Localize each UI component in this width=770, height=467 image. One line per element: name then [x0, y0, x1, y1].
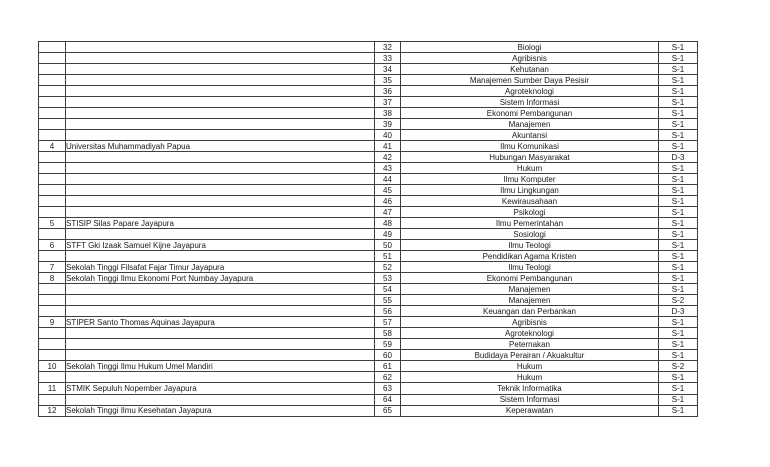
program-number-cell: 42	[375, 152, 401, 163]
program-number-cell: 41	[375, 141, 401, 152]
university-number-cell: 11	[39, 383, 66, 394]
program-number-cell: 37	[375, 97, 401, 108]
university-number-cell	[39, 75, 66, 86]
program-number-cell: 33	[375, 53, 401, 64]
program-number-cell: 38	[375, 108, 401, 119]
university-number-cell: 8	[39, 273, 66, 284]
table-body	[39, 42, 698, 417]
program-number-cell: 57	[375, 317, 401, 328]
table-row	[39, 339, 698, 350]
university-name-cell	[66, 284, 375, 295]
program-name-cell: Ekonomi Pembangunan	[401, 273, 659, 284]
university-name-cell	[66, 229, 375, 240]
university-name-cell: STFT Gki Izaak Samuel Kijne Jayapura	[66, 240, 375, 251]
program-number-cell: 54	[375, 284, 401, 295]
program-name-cell: Ilmu Komputer	[401, 174, 659, 185]
degree-cell: S-1	[659, 86, 698, 97]
university-number-cell	[39, 251, 66, 262]
program-name-cell: Kehutanan	[401, 64, 659, 75]
degree-cell: S-1	[659, 64, 698, 75]
degree-cell: S-1	[659, 163, 698, 174]
university-number-cell	[39, 328, 66, 339]
degree-cell: S-2	[659, 361, 698, 372]
program-name-cell: Hukum	[401, 372, 659, 383]
university-name-cell	[66, 196, 375, 207]
table-row	[39, 163, 698, 174]
degree-cell: S-1	[659, 174, 698, 185]
university-number-cell: 5	[39, 218, 66, 229]
program-name-cell: Psikologi	[401, 207, 659, 218]
university-number-cell	[39, 163, 66, 174]
table-row	[39, 306, 698, 317]
table-row	[39, 75, 698, 86]
degree-cell: S-1	[659, 207, 698, 218]
table-row	[39, 196, 698, 207]
program-name-cell: Peternakan	[401, 339, 659, 350]
program-name-cell: Ilmu Pemerintahan	[401, 218, 659, 229]
table-row	[39, 130, 698, 141]
university-number-cell: 12	[39, 405, 66, 416]
university-name-cell: Sekolah Tinggi Ilmu Hukum Umel Mandiri	[66, 361, 375, 372]
university-number-cell	[39, 207, 66, 218]
university-name-cell	[66, 394, 375, 405]
program-number-cell: 60	[375, 350, 401, 361]
degree-cell: S-1	[659, 394, 698, 405]
program-number-cell: 59	[375, 339, 401, 350]
university-number-cell	[39, 394, 66, 405]
table-row	[39, 372, 698, 383]
university-number-cell	[39, 306, 66, 317]
program-name-cell: Agribisnis	[401, 317, 659, 328]
program-name-cell: Biologi	[401, 42, 659, 53]
program-name-cell: Hukum	[401, 361, 659, 372]
degree-cell: S-1	[659, 405, 698, 416]
table-row	[39, 86, 698, 97]
university-name-cell: Sekolah Tinggi Filsafat Fajar Timur Jayapura	[66, 262, 375, 273]
university-number-cell	[39, 339, 66, 350]
degree-cell: S-1	[659, 251, 698, 262]
table-row	[39, 295, 698, 306]
table-row	[39, 42, 698, 53]
program-number-cell: 44	[375, 174, 401, 185]
program-number-cell: 34	[375, 64, 401, 75]
university-name-cell	[66, 185, 375, 196]
program-number-cell: 51	[375, 251, 401, 262]
university-name-cell	[66, 64, 375, 75]
degree-cell: S-1	[659, 328, 698, 339]
program-name-cell: Hubungan Masyarakat	[401, 152, 659, 163]
university-number-cell: 4	[39, 141, 66, 152]
program-number-cell: 39	[375, 119, 401, 130]
table-row	[39, 119, 698, 130]
university-name-cell: Universitas Muhammadiyah Papua	[66, 141, 375, 152]
degree-cell: S-1	[659, 196, 698, 207]
program-number-cell: 61	[375, 361, 401, 372]
program-number-cell: 40	[375, 130, 401, 141]
program-name-cell: Sistem Informasi	[401, 394, 659, 405]
university-name-cell	[66, 152, 375, 163]
program-number-cell: 46	[375, 196, 401, 207]
degree-cell: S-2	[659, 295, 698, 306]
degree-cell: D-3	[659, 152, 698, 163]
university-number-cell	[39, 86, 66, 97]
degree-cell: S-1	[659, 97, 698, 108]
table-row	[39, 207, 698, 218]
table-row	[39, 361, 698, 372]
university-number-cell	[39, 284, 66, 295]
program-name-cell: Ilmu Teologi	[401, 262, 659, 273]
program-number-cell: 48	[375, 218, 401, 229]
university-programs-table	[38, 41, 698, 417]
program-number-cell: 58	[375, 328, 401, 339]
university-number-cell	[39, 152, 66, 163]
program-name-cell: Agribisnis	[401, 53, 659, 64]
degree-cell: D-3	[659, 306, 698, 317]
degree-cell: S-1	[659, 75, 698, 86]
degree-cell: S-1	[659, 185, 698, 196]
degree-cell: S-1	[659, 42, 698, 53]
program-number-cell: 56	[375, 306, 401, 317]
university-name-cell	[66, 42, 375, 53]
university-name-cell: STISIP Silas Papare Jayapura	[66, 218, 375, 229]
university-number-cell: 7	[39, 262, 66, 273]
table-row	[39, 251, 698, 262]
program-name-cell: Manajemen	[401, 284, 659, 295]
program-number-cell: 64	[375, 394, 401, 405]
university-number-cell	[39, 185, 66, 196]
program-name-cell: Manajemen	[401, 295, 659, 306]
program-name-cell: Manajemen	[401, 119, 659, 130]
program-name-cell: Budidaya Perairan / Akuakultur	[401, 350, 659, 361]
program-name-cell: Hukum	[401, 163, 659, 174]
university-number-cell	[39, 350, 66, 361]
program-name-cell: Keuangan dan Perbankan	[401, 306, 659, 317]
program-name-cell: Ekonomi Pembangunan	[401, 108, 659, 119]
program-name-cell: Keperawatan	[401, 405, 659, 416]
degree-cell: S-1	[659, 284, 698, 295]
program-number-cell: 52	[375, 262, 401, 273]
university-number-cell	[39, 64, 66, 75]
table-row	[39, 218, 698, 229]
university-number-cell	[39, 295, 66, 306]
table-row	[39, 64, 698, 75]
table-row	[39, 97, 698, 108]
university-name-cell	[66, 350, 375, 361]
degree-cell: S-1	[659, 141, 698, 152]
program-name-cell: Sistem Informasi	[401, 97, 659, 108]
university-number-cell	[39, 174, 66, 185]
university-number-cell	[39, 229, 66, 240]
degree-cell: S-1	[659, 108, 698, 119]
university-name-cell	[66, 339, 375, 350]
program-name-cell: Ilmu Komunikasi	[401, 141, 659, 152]
table-row	[39, 394, 698, 405]
program-number-cell: 47	[375, 207, 401, 218]
program-number-cell: 53	[375, 273, 401, 284]
university-name-cell	[66, 328, 375, 339]
program-number-cell: 62	[375, 372, 401, 383]
degree-cell: S-1	[659, 119, 698, 130]
table-row	[39, 317, 698, 328]
degree-cell: S-1	[659, 372, 698, 383]
table-row	[39, 284, 698, 295]
degree-cell: S-1	[659, 240, 698, 251]
university-name-cell	[66, 163, 375, 174]
university-name-cell	[66, 295, 375, 306]
table-row	[39, 53, 698, 64]
university-number-cell: 9	[39, 317, 66, 328]
program-name-cell: Agroteknologi	[401, 328, 659, 339]
program-number-cell: 36	[375, 86, 401, 97]
university-name-cell	[66, 86, 375, 97]
university-number-cell	[39, 196, 66, 207]
university-name-cell	[66, 53, 375, 64]
table-row	[39, 240, 698, 251]
university-number-cell	[39, 108, 66, 119]
table-row	[39, 273, 698, 284]
program-number-cell: 32	[375, 42, 401, 53]
university-name-cell	[66, 75, 375, 86]
university-name-cell: STMIK Sepuluh Nopember Jayapura	[66, 383, 375, 394]
degree-cell: S-1	[659, 262, 698, 273]
university-number-cell: 6	[39, 240, 66, 251]
degree-cell: S-1	[659, 130, 698, 141]
degree-cell: S-1	[659, 53, 698, 64]
university-name-cell	[66, 108, 375, 119]
program-name-cell: Ilmu Teologi	[401, 240, 659, 251]
table-row	[39, 405, 698, 416]
table-row	[39, 141, 698, 152]
degree-cell: S-1	[659, 383, 698, 394]
program-number-cell: 65	[375, 405, 401, 416]
program-number-cell: 49	[375, 229, 401, 240]
university-number-cell	[39, 372, 66, 383]
program-name-cell: Pendidikan Agama Kristen	[401, 251, 659, 262]
program-name-cell: Akuntansi	[401, 130, 659, 141]
table-row	[39, 185, 698, 196]
program-number-cell: 45	[375, 185, 401, 196]
university-name-cell	[66, 251, 375, 262]
university-name-cell	[66, 306, 375, 317]
program-name-cell: Agroteknologi	[401, 86, 659, 97]
degree-cell: S-1	[659, 218, 698, 229]
table-row	[39, 152, 698, 163]
university-number-cell	[39, 130, 66, 141]
university-name-cell	[66, 207, 375, 218]
university-name-cell: Sekolah Tinggi Ilmu Ekonomi Port Numbay Jayapura	[66, 273, 375, 284]
university-name-cell	[66, 174, 375, 185]
degree-cell: S-1	[659, 317, 698, 328]
university-number-cell	[39, 42, 66, 53]
table-row	[39, 174, 698, 185]
university-name-cell	[66, 119, 375, 130]
university-name-cell: STIPER Santo Thomas Aquinas Jayapura	[66, 317, 375, 328]
university-number-cell: 10	[39, 361, 66, 372]
program-name-cell: Teknik Informatika	[401, 383, 659, 394]
university-name-cell: Sekolah Tinggi Ilmu Kesehatan Jayapura	[66, 405, 375, 416]
table-row	[39, 350, 698, 361]
program-number-cell: 63	[375, 383, 401, 394]
program-number-cell: 55	[375, 295, 401, 306]
degree-cell: S-1	[659, 350, 698, 361]
university-number-cell	[39, 53, 66, 64]
university-name-cell	[66, 130, 375, 141]
degree-cell: S-1	[659, 273, 698, 284]
program-number-cell: 43	[375, 163, 401, 174]
university-number-cell	[39, 97, 66, 108]
university-name-cell	[66, 97, 375, 108]
university-name-cell	[66, 372, 375, 383]
table-row	[39, 229, 698, 240]
university-number-cell	[39, 119, 66, 130]
table-row	[39, 383, 698, 394]
program-name-cell: Manajemen Sumber Daya Pesisir	[401, 75, 659, 86]
program-name-cell: Kewirausahaan	[401, 196, 659, 207]
table-row	[39, 328, 698, 339]
degree-cell: S-1	[659, 229, 698, 240]
program-number-cell: 35	[375, 75, 401, 86]
table-row	[39, 108, 698, 119]
program-name-cell: Sosiologi	[401, 229, 659, 240]
degree-cell: S-1	[659, 339, 698, 350]
program-number-cell: 50	[375, 240, 401, 251]
program-name-cell: Ilmu Lingkungan	[401, 185, 659, 196]
table-row	[39, 262, 698, 273]
